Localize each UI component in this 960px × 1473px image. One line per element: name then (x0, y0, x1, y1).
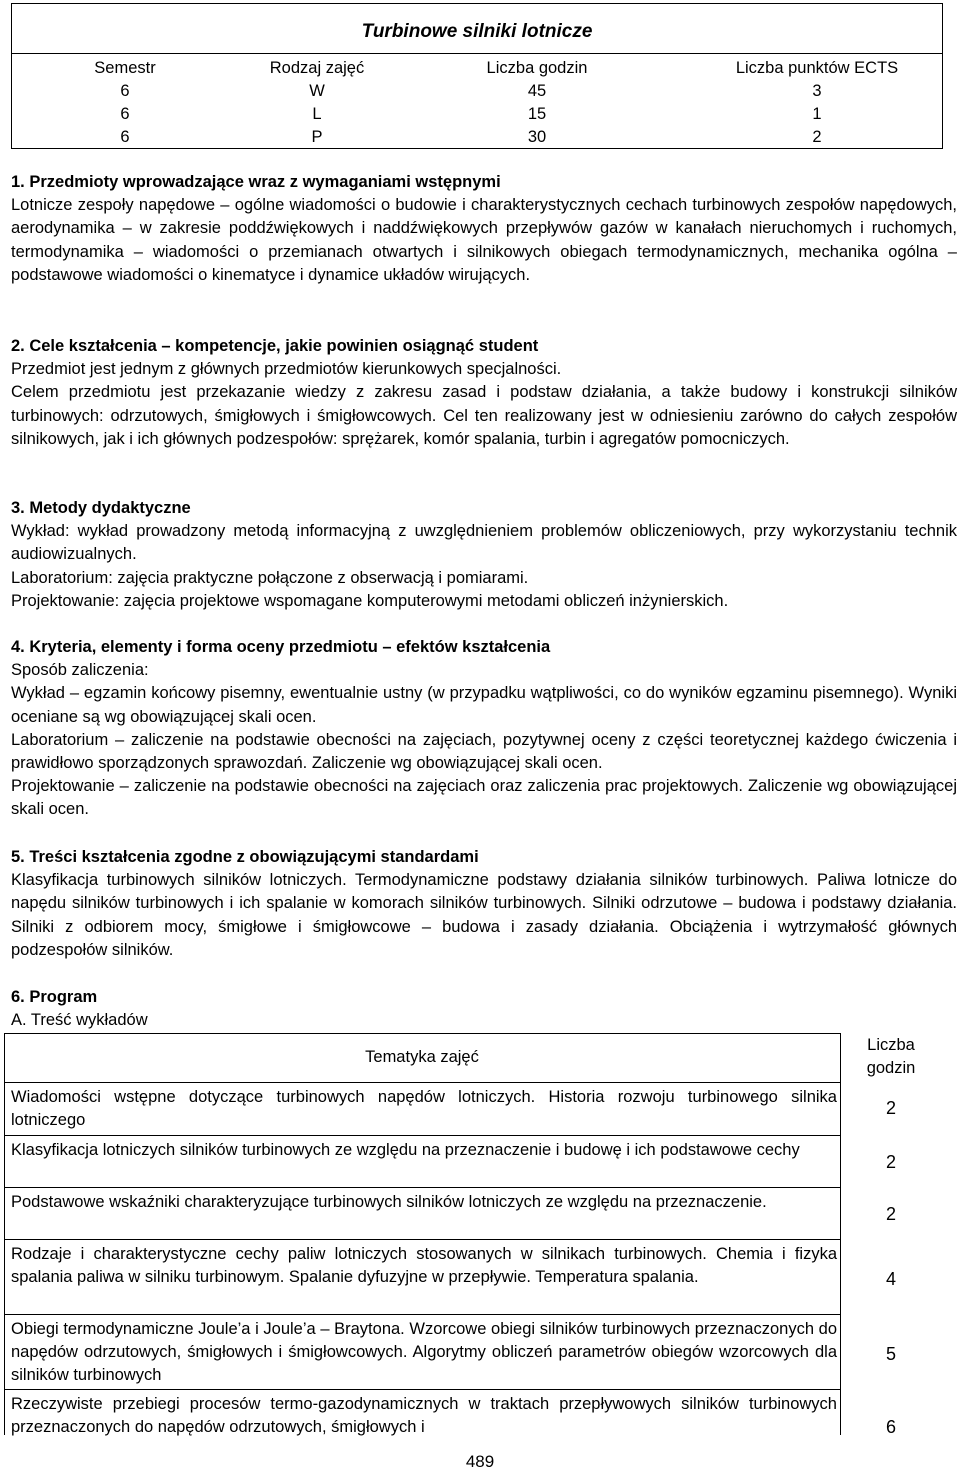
cell: 6 (120, 128, 130, 146)
section-3-p3: Projektowanie: zajęcia projektowe wspomagane komputerowymi metodami obliczeń inżynierskich. (11, 591, 729, 610)
section-2 (11, 335, 957, 451)
section-2-p1: Przedmiot jest jednym z głównych przedmiotów kierunkowych specjalności. (11, 360, 562, 379)
section-4-p3: Projektowanie – zaliczenie na podstawie obecności na zajęciach oraz zaliczenia prac projektowych. Zaliczenie wg obowiązującej skali ocen. (11, 777, 957, 819)
table-row (0, 1082, 960, 1135)
column-header-hours-line2: godzin (866, 1059, 916, 1077)
column-header-topic: Tematyka zajęć (365, 1048, 479, 1066)
row-hours: 6 (885, 1417, 896, 1437)
row-topic: Rzeczywiste przebiegi procesów termo-gazodynamicznych w traktach przepływowych silników turbinowych przeznaczonych do napędów odrzutowych, śmigłowych i (11, 1395, 837, 1437)
row-hours: 2 (885, 1152, 896, 1172)
cell: P (311, 128, 323, 146)
row-topic: Podstawowe wskaźniki charakteryzujące turbinowych silników lotniczych ze względu na przeznaczenie. (11, 1193, 767, 1211)
cell: 30 (527, 128, 547, 146)
section-1-heading: 1. Przedmioty wprowadzające wraz z wymaganiami wstępnymi (11, 173, 501, 191)
column-header: Liczba punktów ECTS (735, 59, 899, 77)
section-4-p1: Wykład – egzamin końcowy pisemny, ewentualnie ustny (w przypadku wątpliwości, co do wyników egzaminu pisemnego). Wyniki oceniane są wg obowiązującej skali ocen. (11, 684, 957, 726)
row-topic: Wiadomości wstępne dotyczące turbinowych napędów lotniczych. Historia rozwoju turbinowego silnika lotniczego (11, 1088, 837, 1130)
row-hours: 4 (885, 1269, 896, 1289)
column-header: Liczba godzin (486, 59, 588, 77)
column-rodzaj (237, 57, 397, 149)
section-4-p0: Sposób zaliczenia: (11, 661, 149, 680)
row-topic: Klasyfikacja lotniczych silników turbinowych ze względu na przeznaczenie i budowę i ich podstawowe cechy (11, 1141, 800, 1159)
column-semestr (70, 57, 180, 149)
table-row (0, 1389, 960, 1435)
section-1-text: Lotnicze zespoły napędowe – ogólne wiadomości o budowie i charakterystycznych cechach turbinowych zespołów napędowych, aerodynamika – w zakresie poddźwiękowych i naddźwiękowych przepływów gazów w kanałach nieruchomych i ruchomych, termodynamika – wiadomości o przemianach otwartych i silnikowych obiegach termodynamicznych, mechanika ogólna – podstawowe wiadomości o kinematyce i dynamice układów wirujących. (11, 196, 957, 284)
section-3-p2: Laboratorium: zajęcia praktyczne połączone z obserwacją i pomiarami. (11, 568, 529, 587)
section-4-p2: Laboratorium – zaliczenie na podstawie obecności na zajęciach, pozytywnej oceny z części teoretycznej każdego ćwiczenia i prawidłowo sporządzonych sprawozdań. Zaliczenie wg obowiązującej skali ocen. (11, 730, 957, 773)
cell: 45 (527, 82, 547, 100)
cell: 3 (812, 82, 822, 100)
header-divider (12, 53, 942, 54)
section-5-text: Klasyfikacja turbinowych silników lotniczych. Termodynamiczne podstawy działania silników turbinowych. Paliwa lotnicze do napędu silników turbinowych i ich spalanie w komorach silników turbinowych. Silniki odrzutowe – budowa i podstawy działania. Silniki z odbiorem mocy, śmigłowe i śmigłowcowe – budowa i zasady działania. Obciążenia i wytrzymałość głównych podzespołów silników. (11, 871, 957, 959)
course-header-table (11, 3, 943, 149)
section-3-p1: Wykład: wykład prowadzony metodą informacyjną z uwzględnieniem problemów obliczeniowych, przy wykorzystaniu technik audiowizualnych. (11, 522, 957, 564)
table-row (0, 1135, 960, 1187)
cell: 2 (812, 128, 822, 146)
column-header-hours (846, 1034, 936, 1080)
section-3 (11, 497, 957, 613)
section-4-heading: 4. Kryteria, elementy i forma oceny przedmiotu – efektów kształcenia (11, 638, 551, 656)
cell: L (312, 105, 322, 123)
cell: W (309, 82, 325, 100)
cell: 15 (527, 105, 547, 123)
table-row (0, 1314, 960, 1389)
row-topic: Obiegi termodynamiczne Joule’a i Joule’a – Braytona. Wzorcowe obiegi silników turbinowych przeznaczonych do napędów odrzutowych, śmigłowych i śmigłowcowych. Algorytmy obliczeń parametrów obiegów wzorcowych dla silników turbinowych (11, 1320, 837, 1385)
section-2-p2: Celem przedmiotu jest przekazanie wiedzy z zakresu zasad i podstaw działania, a także budowy i konstrukcji silników turbinowych: odrzutowych, śmigłowych i śmigłowcowych. Cel ten realizowany jest w odniesieniu zarówno do całych zespołów silnikowych, jak i ich głównych podzespołów: sprężarek, komór spalania, turbin i agregatów pomocniczych. (11, 383, 957, 448)
section-6-heading: 6. Program (11, 988, 98, 1006)
section-5-heading: 5. Treści kształcenia zgodne z obowiązującymi standardami (11, 848, 479, 866)
table-header-row (0, 1033, 960, 1082)
table-row (0, 1187, 960, 1239)
section-6-subheading: A. Treść wykładów (11, 1011, 148, 1030)
column-header: Rodzaj zajęć (269, 59, 365, 77)
course-title: Turbinowe silniki lotnicze (361, 21, 593, 42)
column-header: Semestr (94, 59, 156, 77)
table-row (0, 1239, 960, 1314)
section-2-heading: 2. Cele kształcenia – kompetencje, jakie powinien osiągnąć student (11, 337, 539, 355)
row-hours: 2 (885, 1204, 896, 1224)
section-6 (11, 986, 957, 1032)
section-1 (11, 171, 957, 287)
row-hours: 5 (885, 1344, 896, 1364)
section-5 (11, 846, 957, 962)
page-number: 489 (465, 1452, 495, 1471)
column-ects (692, 57, 942, 149)
row-hours: 2 (885, 1098, 896, 1118)
cell: 6 (120, 105, 130, 123)
row-topic: Rodzaje i charakterystyczne cechy paliw lotniczych stosowanych w silnikach turbinowych. Chemia i fizyka spalania paliwa w silniku turbinowym. Spalanie dyfuzyjne w przepływie. Temperatura spalania. (11, 1245, 837, 1287)
cell: 1 (812, 105, 822, 123)
column-godziny (452, 57, 622, 149)
cell: 6 (120, 82, 130, 100)
column-header-hours-line1: Liczba (867, 1036, 915, 1054)
section-3-heading: 3. Metody dydaktyczne (11, 499, 191, 517)
section-4 (11, 636, 957, 822)
